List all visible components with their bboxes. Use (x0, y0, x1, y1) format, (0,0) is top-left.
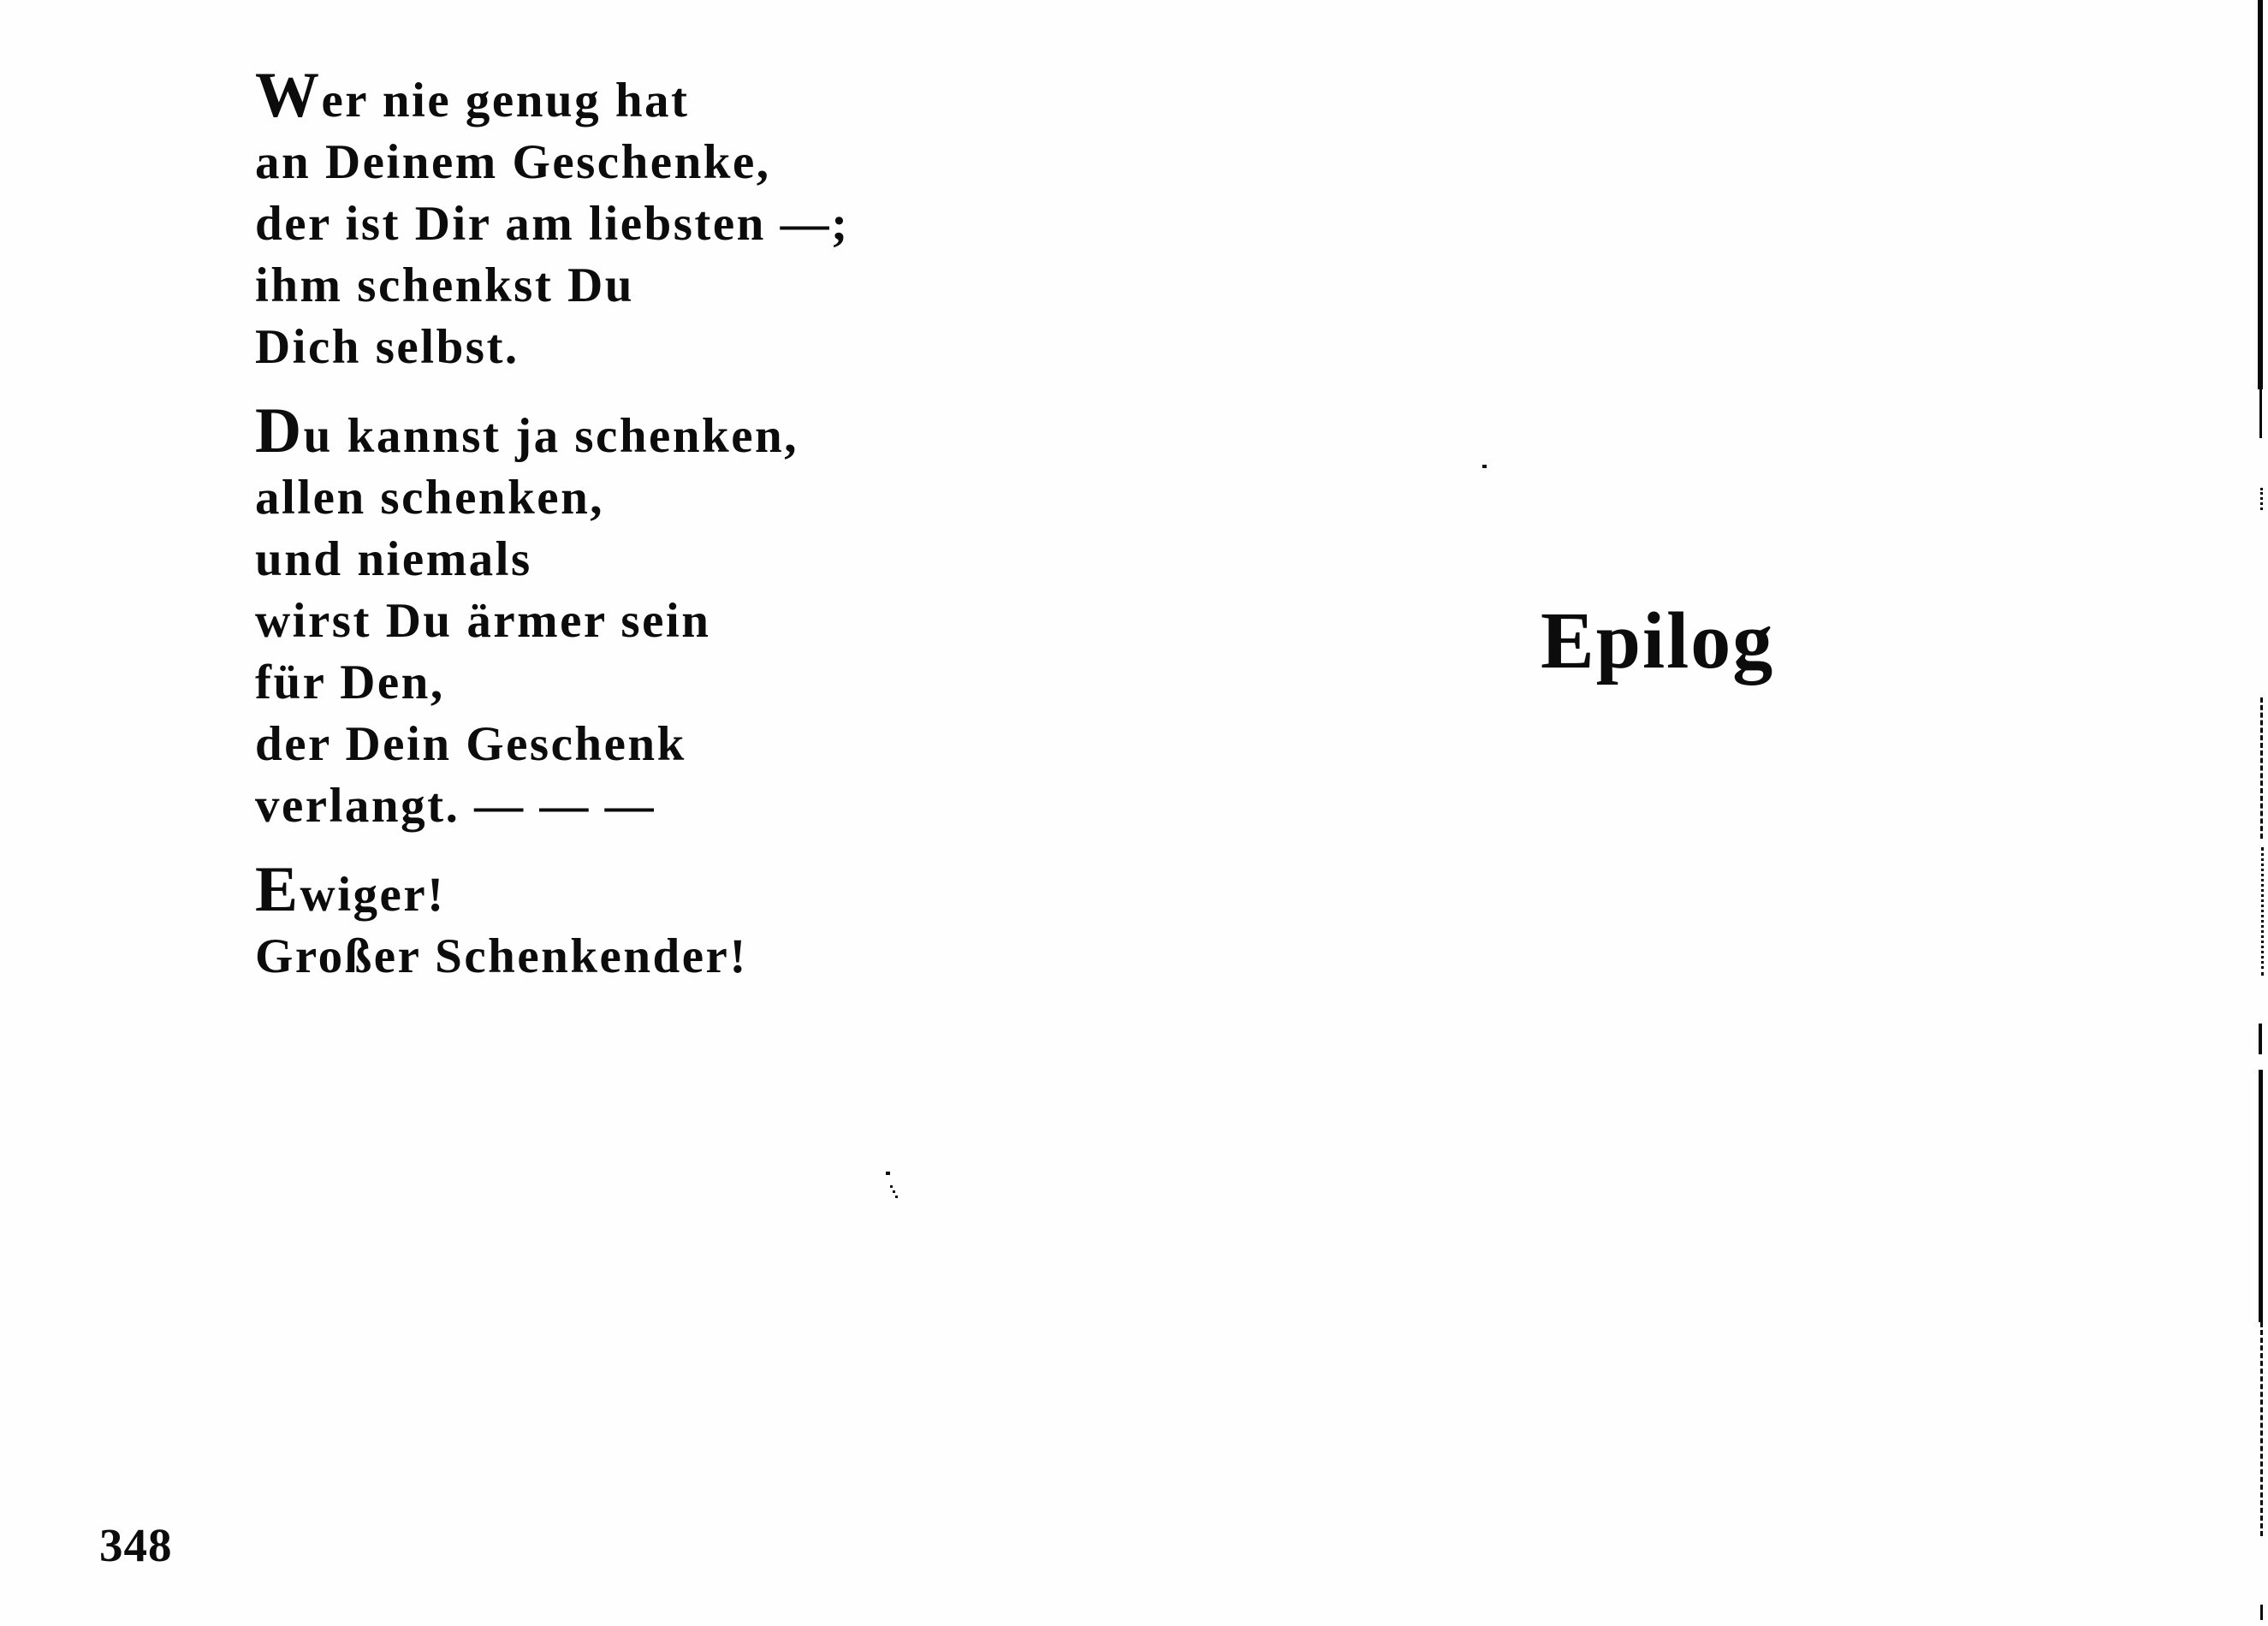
poem-stanza-3 (255, 854, 850, 988)
scan-edge-artifact (2259, 1024, 2262, 1054)
epilog-heading: Epilog (1541, 596, 1775, 685)
poem-stanza-2 (255, 395, 850, 837)
poem-stanza-1 (255, 60, 850, 378)
poem-line: Großer Schenkender! (255, 929, 748, 983)
scan-edge-artifact (2260, 697, 2263, 839)
poem-line: der ist Dir am liebsten —; (255, 197, 850, 251)
poem-line: für Den, (255, 656, 445, 709)
scan-edge-artifact (2258, 0, 2263, 389)
scan-edge-artifact (2260, 1605, 2263, 1620)
poem-line: Dich selbst. (255, 320, 520, 374)
poem-line: allen schenken, (255, 471, 605, 525)
poem-line: Du kannst ja schenken, (255, 395, 799, 466)
poem-line: Wer nie genug hat (255, 60, 690, 131)
scan-speck (893, 1190, 895, 1193)
scan-speck (886, 1172, 890, 1175)
poem-line: der Dein Geschenk (255, 717, 686, 771)
poem-line: und niemals (255, 532, 532, 586)
scan-speck (1482, 465, 1487, 468)
scan-edge-artifact (2260, 488, 2263, 510)
poem-line: wirst Du ärmer sein (255, 594, 711, 648)
scan-edge-artifact (2259, 1070, 2263, 1322)
poem-line: Ewiger! (255, 854, 446, 925)
poem-text-block (255, 60, 850, 1015)
scan-edge-artifact (2259, 389, 2262, 438)
scan-speck (895, 1196, 898, 1198)
page-number: 348 (99, 1519, 173, 1571)
poem-line: ihm schenkst Du (255, 258, 634, 312)
scan-edge-artifact (2261, 847, 2264, 976)
scan-edge-artifact (2260, 1322, 2263, 1536)
poem-line: verlangt. — — — (255, 779, 656, 833)
poem-line: an Deinem Geschenke, (255, 135, 771, 189)
scan-speck (890, 1185, 893, 1188)
